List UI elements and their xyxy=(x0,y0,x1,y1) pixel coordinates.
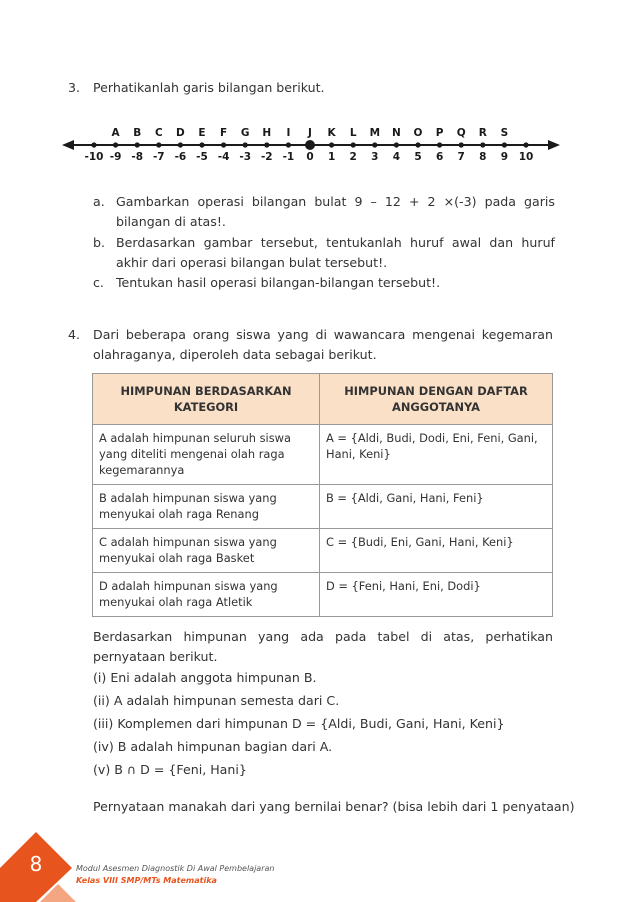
number-line-letter-label: F xyxy=(220,127,228,139)
number-line-tick-label: 6 xyxy=(435,151,444,163)
number-line-letter-label: J xyxy=(308,127,312,139)
number-line-point xyxy=(91,142,96,147)
part-text: Berdasarkan gambar tersebut, tentukanlah huruf awal dan huruf akhir dari operasi bilangan bulat tersebut!. xyxy=(116,235,555,270)
number-line-tick-label: 9 xyxy=(500,151,509,163)
part-label: c. xyxy=(93,275,104,290)
table-cell: A = {Aldi, Budi, Dodi, Eni, Feni, Gani, Hani, Keni} xyxy=(320,425,553,485)
number-line-letter-label: N xyxy=(392,127,401,139)
number-line-point xyxy=(372,142,377,147)
table-cell: D adalah himpunan siswa yang menyukai olah raga Atletik xyxy=(93,573,320,617)
number-line-tick-label: 7 xyxy=(457,151,465,163)
number-line-tick-label: -3 xyxy=(239,151,252,163)
number-line-letter-label: H xyxy=(262,127,272,139)
table-cell: D = {Feni, Hani, Eni, Dodi} xyxy=(320,573,553,617)
number-line-letter-label: S xyxy=(500,127,509,139)
question-3-part-a xyxy=(93,192,555,232)
question-4-after-table: Berdasarkan himpunan yang ada pada tabel di atas, perhatikan pernyataan berikut. xyxy=(93,629,553,664)
number-line-tick-label: 10 xyxy=(518,151,534,163)
number-line-letter-label: O xyxy=(413,127,423,139)
number-line-tick-label: 3 xyxy=(371,151,379,163)
table-row xyxy=(93,485,553,529)
number-line-point xyxy=(113,142,118,147)
part-text: Tentukan hasil operasi bilangan-bilangan tersebut!. xyxy=(116,275,441,290)
number-line-letter-label: I xyxy=(286,127,291,139)
table-header: HIMPUNAN DENGAN DAFTAR ANGGOTANYA xyxy=(320,374,553,425)
number-line-point xyxy=(415,142,420,147)
number-line-tick-label: -10 xyxy=(84,151,104,163)
number-line-letter-label: Q xyxy=(456,127,466,139)
number-line-tick-label: -9 xyxy=(109,151,122,163)
statement-ii: (ii) A adalah himpunan semesta dari C. xyxy=(93,693,340,708)
table-cell: C adalah himpunan siswa yang menyukai olah raga Basket xyxy=(93,529,320,573)
number-line-point xyxy=(329,142,334,147)
table-cell: B = {Aldi, Gani, Hani, Feni} xyxy=(320,485,553,529)
table-header: HIMPUNAN BERDASARKAN KATEGORI xyxy=(93,374,320,425)
question-4-intro: Dari beberapa orang siswa yang di wawancara mengenai kegemaran olahraganya, diperoleh data sebagai berikut. xyxy=(93,327,553,362)
number-line-letter-label: G xyxy=(240,127,250,139)
number-line-tick-label: 2 xyxy=(349,151,357,163)
table-row xyxy=(93,529,553,573)
part-label: a. xyxy=(93,194,105,209)
table-header-row xyxy=(93,374,553,425)
table-cell: C = {Budi, Eni, Gani, Hani, Keni} xyxy=(320,529,553,573)
table-cell: A adalah himpunan seluruh siswa yang diteliti mengenai olah raga kegemarannya xyxy=(93,425,320,485)
number-line-tick-label: -2 xyxy=(260,151,273,163)
number-line-tick-label: 0 xyxy=(306,151,314,163)
question-4-number: 4. xyxy=(68,327,81,342)
number-line-letter-label: C xyxy=(154,127,163,139)
statement-iii: (iii) Komplemen dari himpunan D = {Aldi, Budi, Gani, Hani, Keni} xyxy=(93,716,505,731)
number-line-letter-label: D xyxy=(176,127,185,139)
footer-title: Modul Asesmen Diagnostik Di Awal Pembelajaran xyxy=(76,864,275,873)
question-4-question: Pernyataan manakah dari yang bernilai benar? (bisa lebih dari 1 penyataan) xyxy=(93,799,575,814)
number-line-point xyxy=(264,142,269,147)
number-line-letter-label: L xyxy=(349,127,357,139)
part-text: Gambarkan operasi bilangan bulat 9 – 12 + 2 ×(-3) pada garis bilangan di atas!. xyxy=(116,194,555,229)
number-line-tick-label: 8 xyxy=(479,151,487,163)
number-line-letter-label: B xyxy=(133,127,142,139)
number-line-tick-label: -6 xyxy=(174,151,187,163)
number-line-point xyxy=(437,142,442,147)
number-line-point xyxy=(502,142,507,147)
statement-i: (i) Eni adalah anggota himpunan B. xyxy=(93,670,317,685)
number-line-point xyxy=(199,142,204,147)
number-line-point xyxy=(243,142,248,147)
number-line-letter-label: R xyxy=(478,127,487,139)
question-3-number: 3. xyxy=(68,80,81,95)
number-line-letter-label: M xyxy=(369,127,381,139)
number-line-point xyxy=(156,142,161,147)
footer-subtitle: Kelas VIII SMP/MTs Matematika xyxy=(76,876,217,885)
number-line-point xyxy=(459,142,464,147)
number-line-point xyxy=(523,142,528,147)
statement-iv: (iv) B adalah himpunan bagian dari A. xyxy=(93,739,333,754)
number-line-tick-label: -8 xyxy=(131,151,144,163)
number-line-tick-label: -7 xyxy=(152,151,165,163)
number-line-point xyxy=(351,142,356,147)
number-line-letter-label: K xyxy=(327,127,336,139)
number-line xyxy=(62,120,562,170)
right-arrow-icon xyxy=(548,140,560,150)
number-line-point xyxy=(135,142,140,147)
number-line-point xyxy=(394,142,399,147)
part-label: b. xyxy=(93,235,105,250)
sets-table xyxy=(92,373,553,617)
table-row xyxy=(93,425,553,485)
number-line-tick-label: 1 xyxy=(327,151,336,163)
statement-v: (v) B ∩ D = {Feni, Hani} xyxy=(93,762,247,777)
number-line-point xyxy=(480,142,485,147)
left-arrow-icon xyxy=(62,140,74,150)
number-line-point xyxy=(305,140,315,150)
number-line-point xyxy=(221,142,226,147)
number-line-point xyxy=(178,142,183,147)
table-row xyxy=(93,573,553,617)
number-line-tick-label: 4 xyxy=(392,151,401,163)
number-line-tick-label: -1 xyxy=(282,151,295,163)
number-line-tick-label: -5 xyxy=(196,151,208,163)
question-3-prompt: Perhatikanlah garis bilangan berikut. xyxy=(93,80,325,95)
number-line-letter-label: E xyxy=(198,127,206,139)
number-line-letter-label: P xyxy=(435,127,444,139)
number-line-tick-label: 5 xyxy=(414,151,422,163)
question-3-part-c xyxy=(93,273,555,293)
number-line-tick-label: -4 xyxy=(217,151,230,163)
number-line-point xyxy=(286,142,291,147)
number-line-letter-label: A xyxy=(111,127,120,139)
table-cell: B adalah himpunan siswa yang menyukai olah raga Renang xyxy=(93,485,320,529)
question-3-part-b xyxy=(93,233,555,273)
page-number: 8 xyxy=(29,852,43,876)
